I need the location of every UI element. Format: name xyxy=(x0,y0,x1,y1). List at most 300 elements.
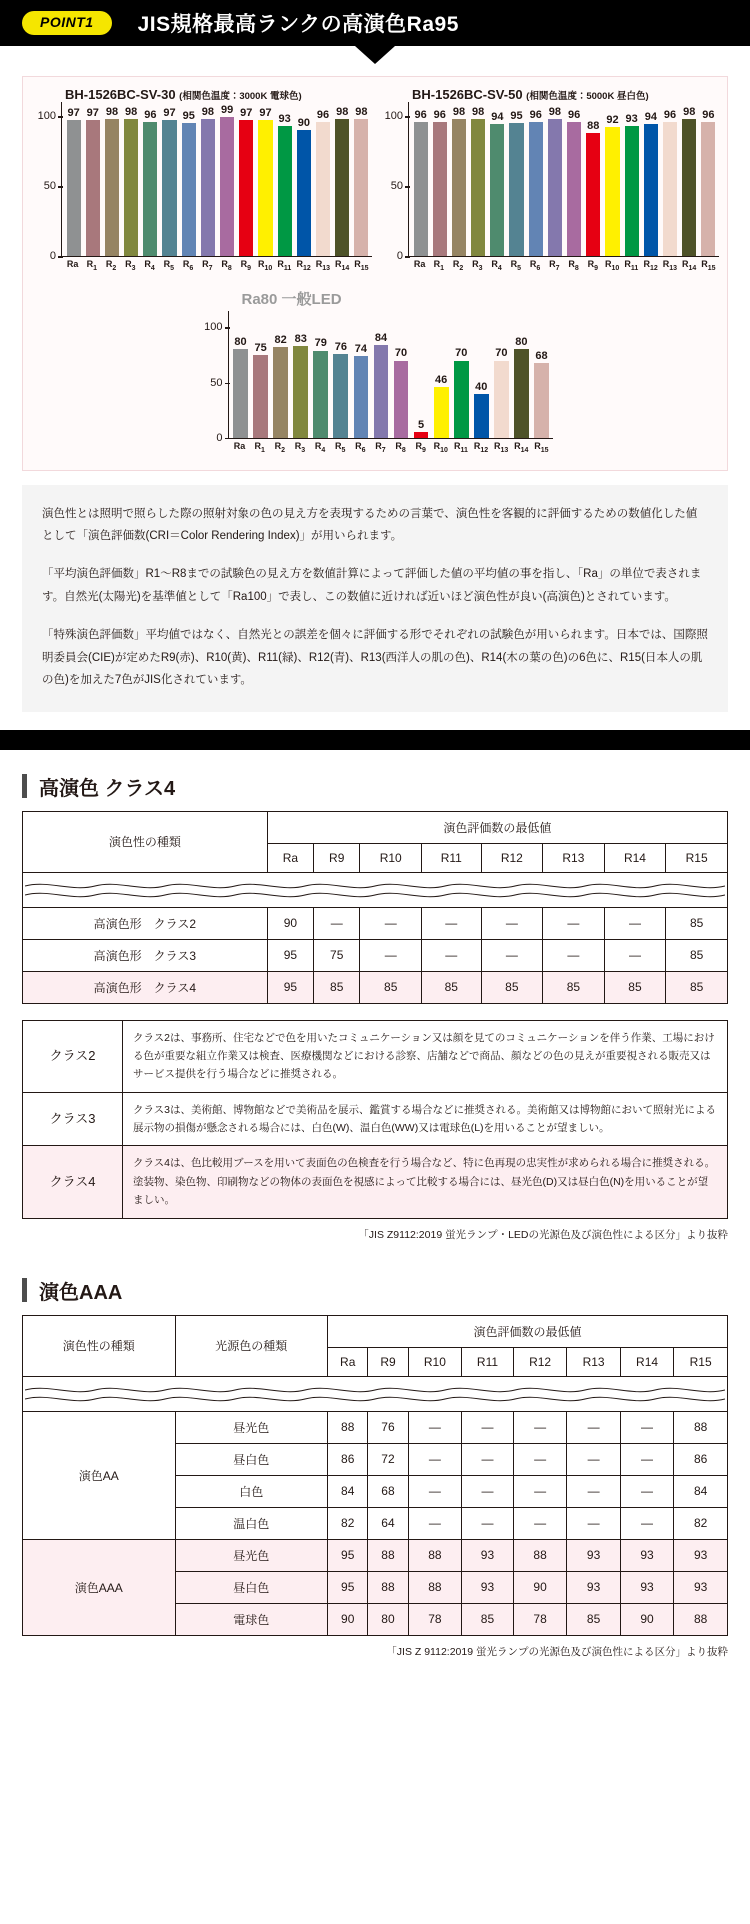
chart-sv30-bar-value: 96 xyxy=(316,108,330,121)
aaa-table-row xyxy=(23,1411,728,1443)
chart-sv50-bar xyxy=(490,111,504,256)
aaa-table xyxy=(22,1315,728,1636)
class4-column-header: Ra xyxy=(267,843,313,872)
section-heading-aaa xyxy=(22,1276,728,1305)
chart-ra80-xlabel: $R_{13}$ xyxy=(494,440,509,454)
aaa-cell: 93 xyxy=(462,1571,514,1603)
aaa-cell: 93 xyxy=(567,1539,620,1571)
class-desc-text: クラス3は、美術館、博物館などで美術品を展示、鑑賞する場合などに推奨される。美術館又は博物館において照射光による展示物の損傷が懸念される場合には、白色(W)、温白色(WW)又は電球色(L)を用いることが望ましい。 xyxy=(123,1092,728,1146)
chart-sv50-xlabel: $R_{13}$ xyxy=(662,259,678,272)
aaa-cell: 93 xyxy=(620,1571,673,1603)
chart-sv50-bar-column xyxy=(566,102,583,256)
chart-ra80-bar-value: 84 xyxy=(374,331,388,344)
chart-ra80-bar-column xyxy=(532,311,550,438)
chart-ra80-bar xyxy=(273,334,288,438)
aaa-cell: 93 xyxy=(462,1539,514,1571)
chart-sv30-bar-value: 97 xyxy=(240,107,253,120)
chart-ra80-ytick: 100 xyxy=(204,321,228,333)
chart-ra80-bar-value: 79 xyxy=(314,337,327,350)
class4-cell: 95 xyxy=(267,939,313,971)
chart-sv50-bar-column xyxy=(470,102,487,256)
chart-sv30-bar xyxy=(105,105,119,256)
chart-ra80-ytick: 50 xyxy=(210,377,228,389)
aaa-cell: 82 xyxy=(328,1507,368,1539)
chart-ra80-bar-column xyxy=(492,311,510,438)
aaa-cell: — xyxy=(513,1507,566,1539)
chart-sv30-bar-value: 97 xyxy=(67,107,80,120)
chart-sv30-bar-column xyxy=(65,102,82,256)
chart-sv30-bars xyxy=(65,102,370,256)
aaa-cell: 84 xyxy=(328,1475,368,1507)
class-desc-row xyxy=(23,1020,728,1092)
class4-cell: 85 xyxy=(666,907,728,939)
chart-sv30-bar-value: 93 xyxy=(278,112,291,125)
class4-cell: 95 xyxy=(267,971,313,1003)
aaa-cell: 64 xyxy=(368,1507,408,1539)
chart-ra80-ytick: 0 xyxy=(216,432,228,444)
chart-sv50-title xyxy=(412,87,719,102)
chart-sv30-title-main: BH-1526BC-SV-30 xyxy=(65,87,176,102)
chart-ra80-xlabel: $R_1$ xyxy=(254,440,265,454)
chart-sv50-bar-value: 88 xyxy=(587,119,600,132)
heading-accent-bar xyxy=(22,774,27,798)
chart-sv30-xlabel: $R_7$ xyxy=(202,259,213,272)
aaa-cell: 78 xyxy=(513,1603,566,1635)
chart-sv50-bar xyxy=(414,108,428,256)
chart-sv30-title-sub: (相関色温度：3000K 電球色) xyxy=(179,91,302,102)
chart-sv30-bar xyxy=(124,105,138,256)
aaa-cell: 68 xyxy=(368,1475,408,1507)
chart-sv50-bar-value: 96 xyxy=(529,108,542,121)
class4-column-header: R11 xyxy=(421,843,481,872)
aaa-cell: 80 xyxy=(368,1603,408,1635)
class4-row-label: 高演色形 クラス2 xyxy=(23,907,268,939)
class4-cell: 90 xyxy=(267,907,313,939)
chart-ra80-bar-value: 46 xyxy=(435,373,448,386)
chart-sv50-bar-column xyxy=(661,102,678,256)
aaa-row-sublabel: 昼光色 xyxy=(175,1411,328,1443)
chart-sv30-xlabels xyxy=(64,259,370,272)
class4-cell: 85 xyxy=(421,971,481,1003)
aaa-group-label: 演色AA xyxy=(23,1411,176,1539)
aaa-cell: — xyxy=(462,1475,514,1507)
chart-sv50-xlabel: $R_9$ xyxy=(587,259,599,272)
chart-sv30-bar-column xyxy=(276,102,293,256)
aaa-cell: 88 xyxy=(368,1539,408,1571)
point-header xyxy=(0,0,750,46)
class-desc-name: クラス3 xyxy=(23,1092,123,1146)
chart-sv30-bar-value: 98 xyxy=(201,105,215,118)
chart-sv30-bar-value: 97 xyxy=(163,107,176,120)
aaa-row-sublabel: 昼白色 xyxy=(175,1571,328,1603)
chart-sv30-ytick: 50 xyxy=(44,180,62,192)
class4-cell: — xyxy=(604,907,666,939)
chart-ra80-bar-value: 74 xyxy=(354,342,368,355)
aaa-row-sublabel: 温白色 xyxy=(175,1507,328,1539)
chart-sv50-xlabel: $R_6$ xyxy=(529,259,541,272)
chart-sv50-bar-value: 98 xyxy=(548,105,562,118)
chart-sv50-bar-value: 95 xyxy=(510,109,523,122)
chart-sv30-ytick: 100 xyxy=(38,110,62,122)
class4-column-header: R12 xyxy=(481,843,543,872)
chart-sv50-bar-column xyxy=(546,102,563,256)
class4-cell: — xyxy=(543,939,605,971)
charts-box xyxy=(22,76,728,471)
chart-sv30-xlabel: $R_{10}$ xyxy=(257,259,273,272)
aaa-col-kind: 演色性の種類 xyxy=(23,1315,176,1376)
point-badge: POINT1 xyxy=(22,11,112,34)
chart-sv30-xlabel: $R_{14}$ xyxy=(334,259,350,272)
class-desc-row xyxy=(23,1146,728,1218)
chart-sv50-xlabel: $R_2$ xyxy=(452,259,464,272)
aaa-cell: — xyxy=(513,1475,566,1507)
chart-sv30-bar-value: 96 xyxy=(144,108,157,121)
chart-ra80-bar xyxy=(534,349,549,438)
chart-sv50-bar-column xyxy=(681,102,698,256)
chart-sv30 xyxy=(31,87,372,272)
class-desc-row xyxy=(23,1092,728,1146)
charts-row-top xyxy=(31,87,719,272)
class4-cell: — xyxy=(314,907,360,939)
aaa-row-sublabel: 昼白色 xyxy=(175,1443,328,1475)
chart-sv30-xlabel: $R_6$ xyxy=(182,259,194,272)
aaa-cell: 88 xyxy=(674,1603,728,1635)
class4-cell: — xyxy=(481,907,543,939)
chart-sv30-bar xyxy=(220,104,234,256)
class4-column-header: R15 xyxy=(666,843,728,872)
section-divider-band xyxy=(0,730,750,750)
chart-sv50-xlabel: $R_8$ xyxy=(568,259,579,272)
chart-ra80-bar xyxy=(474,380,489,438)
page-title: JIS規格最高ランクの高演色Ra95 xyxy=(137,13,459,36)
aaa-cell: — xyxy=(620,1411,673,1443)
chart-sv50-xlabel: $R_{12}$ xyxy=(643,259,658,272)
aaa-column-header: R12 xyxy=(513,1347,566,1376)
chart-ra80-xlabel: Ra xyxy=(233,440,246,451)
chart-sv30-bar-value: 98 xyxy=(355,105,368,118)
aaa-cell: — xyxy=(567,1507,620,1539)
class4-cell: 85 xyxy=(314,971,360,1003)
chart-ra80-bar-value: 70 xyxy=(495,347,508,360)
aaa-cell: — xyxy=(408,1507,461,1539)
chart-ra80-xlabel: $R_4$ xyxy=(314,440,326,454)
chart-ra80-bar-value: 5 xyxy=(418,419,425,432)
aaa-cell: 88 xyxy=(408,1571,461,1603)
class-desc-text: クラス4は、色比較用ブースを用いて表面色の色検査を行う場合など、特に色再現の忠実性が求められる場合に推奨される。塗装物、染色物、印刷物などの物体の表面色を視感によって比較する場合には、昼光色(D)又は昼白色(N)を用いることが望ましい。 xyxy=(123,1146,728,1218)
class4-cell: — xyxy=(421,907,481,939)
chart-ra80-bar xyxy=(414,419,429,438)
aaa-column-header: R13 xyxy=(567,1347,620,1376)
aaa-cell: 86 xyxy=(328,1443,368,1475)
chart-ra80-bar-column xyxy=(352,311,370,438)
chart-ra80-bar-column xyxy=(332,311,350,438)
description-paragraph-3: 「特殊演色評価数」平均値ではなく、自然光との誤差を個々に評価する形でそれぞれの試験色が用いられます。日本では、国際照明委員会(CIE)が定めたR9(赤)、R10(黄)、R11(緑)、R12(青)、R13(西洋人の肌の色)、R14(木の葉の色)の6色に、R15(日本人の肌の色)を加えた7色がJIS化されています。 xyxy=(42,629,708,687)
chart-ra80-bar xyxy=(374,331,389,438)
chart-sv30-bar xyxy=(67,107,81,256)
chart-sv50-bar-value: 96 xyxy=(433,108,446,121)
chart-sv50-bar xyxy=(644,111,658,256)
chart-ra80-bar-value: 75 xyxy=(254,341,267,354)
chart-ra80-bar-column xyxy=(452,311,470,438)
chart-sv50-xlabel: $R_1$ xyxy=(433,259,445,272)
aaa-column-header: Ra xyxy=(328,1347,368,1376)
chart-sv30-xlabel: $R_4$ xyxy=(144,259,155,272)
chart-ra80-bar xyxy=(233,336,248,437)
chart-sv30-bar-value: 97 xyxy=(259,107,272,120)
aaa-col-group: 演色評価数の最低値 xyxy=(328,1315,728,1347)
description-paragraph-1: 演色性とは照明で照らした際の照射対象の色の見え方を表現するための言葉で、演色性を客観的に評価するための数値化した値として「演色評価数(CRI＝Color Rendering Index)」が用いられます。 xyxy=(42,507,698,543)
chart-sv50-xlabels xyxy=(411,259,717,272)
class-desc-table xyxy=(22,1020,728,1219)
chart-sv50-xlabel: $R_7$ xyxy=(549,259,560,272)
chart-sv50-bar xyxy=(567,108,581,256)
class4-table-row xyxy=(23,907,728,939)
class4-table-header-row xyxy=(23,811,728,843)
aaa-cell: — xyxy=(513,1411,566,1443)
chart-sv50-bar xyxy=(452,105,466,256)
chart-sv30-bar-column xyxy=(353,102,370,256)
chart-sv30-xlabel: $R_9$ xyxy=(240,259,252,272)
chart-sv30-xlabel: $R_{11}$ xyxy=(277,259,292,272)
class4-cell: 85 xyxy=(666,939,728,971)
chart-sv50-xlabel: $R_5$ xyxy=(510,259,522,272)
chart-sv30-bar-column xyxy=(238,102,255,256)
class4-column-header: R13 xyxy=(543,843,605,872)
chart-sv30-bar-column xyxy=(180,102,197,256)
chart-sv30-xlabel: $R_3$ xyxy=(125,259,136,272)
chart-sv50-bar-column xyxy=(489,102,506,256)
chart-sv30-xlabel: $R_{12}$ xyxy=(296,259,311,272)
aaa-cell: — xyxy=(408,1443,461,1475)
chart-sv30-bar-column xyxy=(103,102,120,256)
chart-sv30-xlabel: $R_{15}$ xyxy=(354,259,369,272)
class4-cell: — xyxy=(604,939,666,971)
chart-sv50-bar-column xyxy=(412,102,429,256)
aaa-cell: — xyxy=(462,1443,514,1475)
header-arrow-icon xyxy=(355,46,395,64)
chart-sv50-xlabel: $R_3$ xyxy=(472,259,483,272)
chart-sv30-bar-column xyxy=(295,102,312,256)
aaa-column-header: R11 xyxy=(462,1347,514,1376)
aaa-cell: 78 xyxy=(408,1603,461,1635)
chart-sv30-bar xyxy=(316,108,330,256)
chart-sv50-plot xyxy=(384,102,719,262)
aaa-table-header-row xyxy=(23,1315,728,1347)
chart-ra80 xyxy=(198,288,553,454)
aaa-cell: 88 xyxy=(328,1411,368,1443)
aaa-group-label: 演色AAA xyxy=(23,1539,176,1635)
chart-sv30-bar-value: 97 xyxy=(86,107,99,120)
chart-ra80-bar xyxy=(454,347,469,438)
class-desc-name: クラス2 xyxy=(23,1020,123,1092)
class4-cell: 85 xyxy=(481,971,543,1003)
table-squiggle-separator xyxy=(23,1376,728,1411)
chart-ra80-bar-value: 40 xyxy=(475,380,488,393)
chart-sv30-xlabel: $R_{13}$ xyxy=(315,259,331,272)
chart-ra80-bar xyxy=(253,341,268,438)
aaa-cell: 82 xyxy=(674,1507,728,1539)
chart-sv50-bar xyxy=(509,109,523,256)
aaa-cell: 85 xyxy=(462,1603,514,1635)
chart-ra80-bar-value: 82 xyxy=(274,334,287,347)
chart-sv50-bar xyxy=(529,108,543,256)
class4-table-row xyxy=(23,971,728,1003)
chart-sv30-xlabel: Ra xyxy=(66,259,79,269)
section-heading-aaa-label: 演色AAA xyxy=(39,1281,123,1304)
class4-cell: 85 xyxy=(360,971,422,1003)
chart-sv30-bar xyxy=(297,116,311,256)
chart-sv30-ytick: 0 xyxy=(50,250,62,262)
chart-sv30-bar xyxy=(258,107,272,256)
class4-col-kind: 演色性の種類 xyxy=(23,811,268,872)
aaa-cell: 90 xyxy=(513,1571,566,1603)
chart-sv30-bar xyxy=(143,108,157,256)
chart-ra80-bar-value: 76 xyxy=(334,340,347,353)
aaa-cell: 88 xyxy=(368,1571,408,1603)
chart-sv50-bar-column xyxy=(700,102,717,256)
aaa-column-header: R10 xyxy=(408,1347,461,1376)
chart-ra80-xlabel: $R_{14}$ xyxy=(514,440,529,454)
chart-ra80-bar-column xyxy=(272,311,290,438)
chart-ra80-bar xyxy=(313,337,328,438)
class4-cell: 85 xyxy=(604,971,666,1003)
chart-sv30-title xyxy=(65,87,372,102)
aaa-cell: 93 xyxy=(620,1539,673,1571)
chart-sv50-bar-value: 94 xyxy=(644,111,657,124)
chart-ra80-bar xyxy=(394,347,409,438)
chart-ra80-bar xyxy=(293,333,308,438)
aaa-cell: — xyxy=(462,1507,514,1539)
chart-ra80-bar xyxy=(434,373,449,438)
chart-ra80-xlabel: $R_5$ xyxy=(334,440,346,454)
chart-sv30-bar-column xyxy=(334,102,351,256)
chart-sv30-bar-value: 99 xyxy=(220,104,234,117)
aaa-cell: — xyxy=(567,1411,620,1443)
chart-sv50 xyxy=(378,87,719,272)
chart-sv30-bar-column xyxy=(123,102,140,256)
chart-sv30-bar xyxy=(201,105,215,256)
chart-sv50-bar xyxy=(471,105,485,256)
class4-table xyxy=(22,811,728,1004)
chart-sv30-plot xyxy=(37,102,372,262)
aaa-cell: 85 xyxy=(567,1603,620,1635)
aaa-cell: 95 xyxy=(328,1539,368,1571)
chart-sv30-bar-column xyxy=(314,102,331,256)
chart-ra80-bar-value: 80 xyxy=(234,336,247,349)
class4-row-label: 高演色形 クラス4 xyxy=(23,971,268,1003)
class4-cell: — xyxy=(481,939,543,971)
chart-sv50-ytick: 0 xyxy=(397,250,409,262)
chart-sv50-bar xyxy=(682,105,696,256)
chart-sv30-bar xyxy=(86,107,100,256)
chart-sv30-bar-column xyxy=(219,102,236,256)
aaa-cell: 88 xyxy=(513,1539,566,1571)
class4-cell: 85 xyxy=(666,971,728,1003)
description-block xyxy=(22,485,728,712)
class4-cell: — xyxy=(360,939,422,971)
heading-accent-bar-2 xyxy=(22,1278,27,1302)
chart-sv50-xlabel: $R_{10}$ xyxy=(604,259,620,272)
class4-source-note: 「JIS Z9112:2019 蛍光ランプ・LEDの光源色及び演色性による区分」より抜粋 xyxy=(358,1228,728,1241)
chart-sv30-bar-column xyxy=(161,102,178,256)
chart-sv50-xlabel: $R_4$ xyxy=(491,259,502,272)
table-squiggle-separator xyxy=(23,872,728,907)
aaa-cell: 86 xyxy=(674,1443,728,1475)
chart-ra80-title: Ra80 一般LED xyxy=(241,290,342,308)
aaa-cell: 76 xyxy=(368,1411,408,1443)
chart-sv30-bar xyxy=(278,112,292,256)
chart-sv50-bar-column xyxy=(527,102,544,256)
chart-sv50-bar-value: 93 xyxy=(625,112,638,125)
chart-sv50-bar xyxy=(663,108,677,256)
aaa-col-source: 光源色の種類 xyxy=(175,1315,328,1376)
aaa-row-sublabel: 電球色 xyxy=(175,1603,328,1635)
chart-sv30-bar-value: 98 xyxy=(125,105,138,118)
chart-ra80-xlabel: $R_{11}$ xyxy=(453,440,468,454)
chart-sv50-bar-value: 98 xyxy=(472,105,485,118)
chart-ra80-bar-value: 68 xyxy=(535,349,548,362)
class4-cell: 75 xyxy=(314,939,360,971)
chart-sv50-bar-value: 96 xyxy=(567,108,581,121)
chart-ra80-bar-column xyxy=(372,311,390,438)
chart-sv30-bar xyxy=(162,107,176,256)
chart-ra80-xlabel: $R_{10}$ xyxy=(433,440,448,454)
section-heading-class4 xyxy=(22,772,728,801)
class4-column-header: R10 xyxy=(360,843,422,872)
chart-sv50-bar-column xyxy=(604,102,621,256)
aaa-cell: 95 xyxy=(328,1571,368,1603)
chart-sv50-title-sub: (相関色温度：5000K 昼白色) xyxy=(526,91,649,102)
chart-ra80-xlabel: $R_{15}$ xyxy=(534,440,549,454)
chart-ra80-bar-value: 70 xyxy=(394,347,408,360)
class4-column-header: R9 xyxy=(314,843,360,872)
chart-sv50-bar-column xyxy=(450,102,467,256)
class4-cell: 85 xyxy=(543,971,605,1003)
class4-column-header: R14 xyxy=(604,843,666,872)
aaa-row-sublabel: 白色 xyxy=(175,1475,328,1507)
chart-sv50-bar-column xyxy=(508,102,525,256)
aaa-cell: — xyxy=(620,1443,673,1475)
chart-sv50-title-main: BH-1526BC-SV-50 xyxy=(412,87,523,102)
chart-sv50-bar xyxy=(548,105,562,256)
chart-sv50-xlabel: $R_{14}$ xyxy=(681,259,697,272)
aaa-cell: — xyxy=(567,1443,620,1475)
aaa-cell: 84 xyxy=(674,1475,728,1507)
chart-ra80-bar xyxy=(333,340,348,438)
tables-section xyxy=(0,750,750,1685)
chart-sv50-xlabel: Ra xyxy=(413,259,426,269)
description-paragraph-2: 「平均演色評価数」R1〜R8までの試験色の見え方を数値計算によって評価した値の平均値の事を指し、「Ra」の単位で表されます。自然光(太陽光)を基準値として「Ra100」で表し、この数値に近ければ近いほど演色性が良い(高演色)とされています。 xyxy=(42,568,702,603)
chart-sv30-xlabel: $R_2$ xyxy=(105,259,117,272)
chart-ra80-bars xyxy=(232,311,551,438)
chart-ra80-bar-column xyxy=(312,311,330,438)
chart-sv30-bar-column xyxy=(84,102,101,256)
chart-sv30-xlabel: $R_1$ xyxy=(86,259,98,272)
chart-sv30-bar-column xyxy=(257,102,274,256)
aaa-cell: 93 xyxy=(674,1571,728,1603)
chart-ra80-bar-column xyxy=(412,311,430,438)
chart-ra80-xlabel: $R_3$ xyxy=(294,440,306,454)
chart-ra80-xlabel: $R_9$ xyxy=(415,440,426,454)
chart-ra80-bar-column xyxy=(392,311,410,438)
chart-sv50-ytick: 50 xyxy=(391,180,409,192)
chart-sv30-bar-value: 90 xyxy=(297,116,310,129)
chart-sv30-bar xyxy=(239,107,253,256)
chart-ra80-bar-value: 80 xyxy=(515,336,528,349)
aaa-row-sublabel: 昼光色 xyxy=(175,1539,328,1571)
aaa-cell: — xyxy=(513,1443,566,1475)
chart-sv50-bar-column xyxy=(585,102,602,256)
